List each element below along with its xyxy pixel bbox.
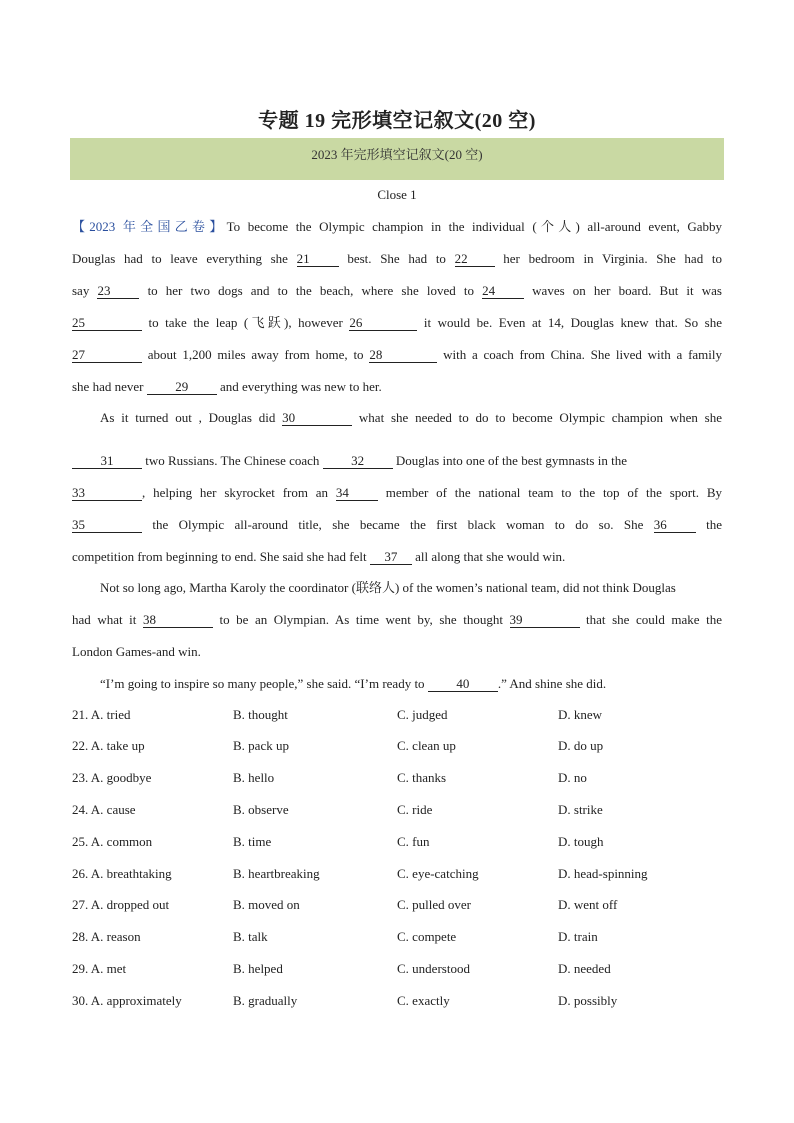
blank-30[interactable]: 30 <box>282 410 352 426</box>
option-a[interactable]: 25. A. common <box>72 834 153 849</box>
question-row <box>72 707 722 725</box>
line-text: .” And shine she did. <box>497 676 607 691</box>
passage-line <box>72 452 722 470</box>
option-a[interactable]: 23. A. goodbye <box>72 770 152 785</box>
option-c[interactable]: C. pulled over <box>397 897 472 912</box>
line-text: to take the leap (飞跃), however <box>142 315 350 330</box>
blank-32[interactable]: 32 <box>323 453 393 469</box>
passage-line <box>100 409 722 427</box>
blank-40[interactable]: 40 <box>428 676 498 692</box>
blank-29[interactable]: 29 <box>147 379 217 395</box>
question-row <box>72 866 722 884</box>
option-b[interactable]: B. observe <box>233 802 289 817</box>
blank-38[interactable]: 38 <box>143 612 213 628</box>
line-text: competition from beginning to end. She said she had felt <box>72 549 370 564</box>
option-b[interactable]: B. talk <box>233 929 268 944</box>
option-a[interactable]: 29. A. met <box>72 961 127 976</box>
line-text: say <box>72 283 98 298</box>
line-text: , helping her skyrocket from an <box>142 485 336 500</box>
passage-line <box>72 611 722 629</box>
question-row <box>72 834 722 852</box>
blank-24[interactable]: 24 <box>482 283 524 299</box>
question-row <box>72 993 722 1011</box>
line-text: best. She had to <box>338 251 455 266</box>
section-banner <box>70 138 724 180</box>
line-text: the Olympic all-around title, she became the first black woman to do so. She <box>142 517 654 532</box>
passage-title: Close 1 <box>377 187 417 202</box>
blank-21[interactable]: 21 <box>297 251 339 267</box>
passage-line <box>72 282 722 300</box>
blank-37[interactable]: 37 <box>370 549 412 565</box>
line-text: “I’m going to inspire so many people,” she said. “I’m ready to <box>100 676 428 691</box>
blank-34[interactable]: 34 <box>336 485 378 501</box>
line-text: that she could make the <box>579 612 723 627</box>
line-text: about 1,200 miles away from home, to <box>142 347 370 362</box>
option-c[interactable]: C. exactly <box>397 993 450 1008</box>
line-text: with a coach from China. She lived with a family <box>437 347 722 362</box>
option-a[interactable]: 26. A. breathtaking <box>72 866 172 881</box>
question-row <box>72 770 722 788</box>
option-b[interactable]: B. time <box>233 834 272 849</box>
option-b[interactable]: B. gradually <box>233 993 298 1008</box>
line-text: had what it <box>72 612 143 627</box>
page-title: 专题 19 完形填空记叙文(20 空) <box>258 110 536 132</box>
line-text: member of the national team to the top of the sport. By <box>377 485 722 500</box>
question-row <box>72 961 722 979</box>
question-row <box>72 802 722 820</box>
line-text: To become the Olympic champion in the individual (个人) all-around event, Gabby <box>226 219 722 234</box>
line-text: the <box>695 517 723 532</box>
option-c[interactable]: C. ride <box>397 802 433 817</box>
passage-line <box>100 579 722 597</box>
passage-line <box>72 516 722 534</box>
option-a[interactable]: 22. A. take up <box>72 738 145 753</box>
passage-line <box>72 548 722 566</box>
blank-23[interactable]: 23 <box>97 283 139 299</box>
passage-line <box>72 250 722 268</box>
option-b[interactable]: B. pack up <box>233 738 289 753</box>
question-row <box>72 897 722 915</box>
blank-31[interactable]: 31 <box>72 453 142 469</box>
blank-25[interactable]: 25 <box>72 315 142 331</box>
option-a[interactable]: 28. A. reason <box>72 929 141 944</box>
option-c[interactable]: C. thanks <box>397 770 447 785</box>
option-c[interactable]: C. judged <box>397 707 448 722</box>
blank-27[interactable]: 27 <box>72 347 142 363</box>
option-d[interactable]: D. needed <box>558 961 611 976</box>
line-text: to be an Olympian. As time went by, she thought <box>212 612 510 627</box>
option-d[interactable]: D. went off <box>558 897 618 912</box>
line-text: two Russians. The Chinese coach <box>142 453 323 468</box>
option-b[interactable]: B. thought <box>233 707 288 722</box>
option-d[interactable]: D. do up <box>558 738 604 753</box>
option-c[interactable]: C. understood <box>397 961 470 976</box>
option-c[interactable]: C. fun <box>397 834 430 849</box>
option-d[interactable]: D. possibly <box>558 993 618 1008</box>
option-b[interactable]: B. hello <box>233 770 275 785</box>
option-d[interactable]: D. no <box>558 770 587 785</box>
option-a[interactable]: 24. A. cause <box>72 802 136 817</box>
question-row <box>72 929 722 947</box>
option-a[interactable]: 30. A. approximately <box>72 993 182 1008</box>
option-a[interactable]: 27. A. dropped out <box>72 897 170 912</box>
passage-line <box>72 346 722 364</box>
passage-line <box>72 314 722 332</box>
line-text: she had never <box>72 379 147 394</box>
line-text: waves on her board. But it was <box>524 283 722 298</box>
passage-line <box>72 484 722 502</box>
passage-line <box>72 643 722 661</box>
option-d[interactable]: D. strike <box>558 802 603 817</box>
line-text: her bedroom in Virginia. She had to <box>494 251 722 266</box>
banner-text: 2023 年完形填空记叙文(20 空) <box>311 147 483 162</box>
line-text: all along that she would win. <box>411 549 566 564</box>
passage-line <box>100 675 722 693</box>
blank-36[interactable]: 36 <box>654 517 696 533</box>
option-c[interactable]: C. eye-catching <box>397 866 479 881</box>
option-d[interactable]: D. head-spinning <box>558 866 648 881</box>
line-text: Not so long ago, Martha Karoly the coordinator (联络人) of the women’s national team, did not think Douglas <box>100 580 676 595</box>
line-text: and everything was new to her. <box>216 379 382 394</box>
option-d[interactable]: D. knew <box>558 707 603 722</box>
option-b[interactable]: B. helped <box>233 961 283 976</box>
line-text: London Games-and win. <box>72 644 201 659</box>
blank-28[interactable]: 28 <box>369 347 437 363</box>
blank-22[interactable]: 22 <box>455 251 495 267</box>
blank-39[interactable]: 39 <box>510 612 580 628</box>
line-text: As it turned out , Douglas did <box>100 410 283 425</box>
line-text: Douglas into one of the best gymnasts in the <box>392 453 627 468</box>
line-text: Douglas had to leave everything she <box>72 251 297 266</box>
option-c[interactable]: C. compete <box>397 929 457 944</box>
option-c[interactable]: C. clean up <box>397 738 456 753</box>
option-d[interactable]: D. train <box>558 929 598 944</box>
blank-33[interactable]: 33 <box>72 485 142 501</box>
question-row <box>72 738 722 756</box>
line-text: it would be. Even at 14, Douglas knew that. So she <box>417 315 722 330</box>
line-text: what she needed to do to become Olympic champion when she <box>352 410 722 425</box>
exam-source: 【2023 年全国乙卷】 <box>72 219 227 234</box>
option-d[interactable]: D. tough <box>558 834 604 849</box>
option-b[interactable]: B. moved on <box>233 897 300 912</box>
passage-line <box>72 218 722 236</box>
option-a[interactable]: 21. A. tried <box>72 707 131 722</box>
passage-line <box>72 378 722 396</box>
blank-26[interactable]: 26 <box>349 315 417 331</box>
option-b[interactable]: B. heartbreaking <box>233 866 320 881</box>
line-text: to her two dogs and to the beach, where she loved to <box>139 283 483 298</box>
blank-35[interactable]: 35 <box>72 517 142 533</box>
